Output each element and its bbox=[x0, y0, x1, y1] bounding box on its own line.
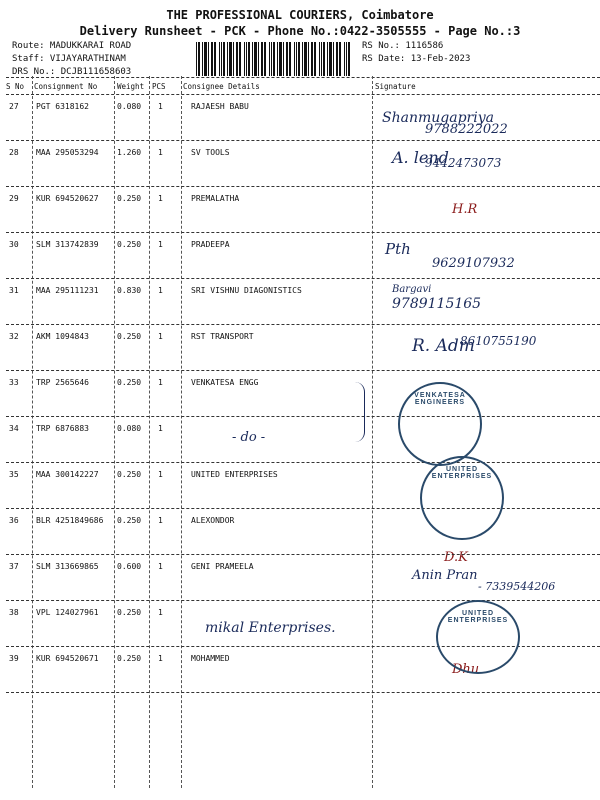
row-consignment: AKM 1094843 bbox=[36, 332, 89, 341]
row-consignee: mikal Enterprises. bbox=[205, 620, 336, 636]
company-stamp bbox=[436, 600, 520, 674]
row-weight: 0.250 bbox=[117, 194, 142, 203]
barcode-bar bbox=[269, 42, 270, 76]
brace-mark bbox=[352, 382, 365, 442]
barcode-bar bbox=[344, 42, 345, 76]
col-consignment: Consignment No bbox=[34, 82, 98, 91]
col-divider bbox=[181, 76, 182, 788]
row-weight: 0.250 bbox=[117, 378, 142, 387]
row-separator bbox=[6, 692, 600, 693]
row-signature-phone: 8610755190 bbox=[460, 334, 537, 348]
row-signature: - do - bbox=[232, 430, 266, 445]
row-consignment: MAA 295111231 bbox=[36, 286, 99, 295]
row-signature: Bargavi bbox=[392, 284, 432, 295]
row-sno: 28 bbox=[9, 148, 19, 157]
row-consignment: SLM 313669865 bbox=[36, 562, 99, 571]
row-signature-phone: 9788222022 bbox=[425, 122, 508, 137]
row-separator bbox=[6, 140, 600, 141]
barcode-bar bbox=[308, 42, 309, 76]
barcode-bar bbox=[348, 42, 350, 76]
row-weight: 1.260 bbox=[117, 148, 142, 157]
barcode-bar bbox=[233, 42, 234, 76]
row-pcs: 1 bbox=[158, 332, 163, 341]
barcode bbox=[196, 42, 354, 76]
row-pcs: 1 bbox=[158, 562, 163, 571]
row-weight: 0.250 bbox=[117, 240, 142, 249]
row-signature: Pth bbox=[385, 240, 411, 258]
company-stamp bbox=[398, 382, 482, 466]
row-sno: 31 bbox=[9, 286, 19, 295]
row-pcs: 1 bbox=[158, 608, 163, 617]
barcode-bar bbox=[314, 42, 316, 76]
col-consignee: Consignee Details bbox=[183, 82, 260, 91]
row-pcs: 1 bbox=[158, 516, 163, 525]
barcode-bar bbox=[254, 42, 257, 76]
row-consignee: MOHAMMED bbox=[191, 654, 230, 663]
barcode-bar bbox=[286, 42, 288, 76]
barcode-bar bbox=[283, 42, 284, 76]
row-consignment: PGT 6318162 bbox=[36, 102, 89, 111]
row-sno: 39 bbox=[9, 654, 19, 663]
barcode-bar bbox=[336, 42, 338, 76]
row-consignee: VENKATESA ENGG bbox=[191, 378, 259, 387]
barcode-bar bbox=[319, 42, 320, 76]
row-consignment: KUR 694520671 bbox=[36, 654, 99, 663]
barcode-bar bbox=[208, 42, 209, 76]
row-weight: 0.250 bbox=[117, 332, 142, 341]
row-signature-phone: 9442473073 bbox=[425, 156, 502, 170]
row-pcs: 1 bbox=[158, 194, 163, 203]
row-weight: 0.250 bbox=[117, 654, 142, 663]
company-stamp bbox=[420, 456, 504, 540]
row-consignee: PRADEEPA bbox=[191, 240, 230, 249]
barcode-bar bbox=[246, 42, 247, 76]
row-pcs: 1 bbox=[158, 654, 163, 663]
row-separator bbox=[6, 186, 600, 187]
barcode-bar bbox=[271, 42, 272, 76]
stamp-text: VENKATESA ENGINEERS bbox=[414, 392, 466, 406]
row-sno: 36 bbox=[9, 516, 19, 525]
row-weight: 0.080 bbox=[117, 424, 142, 433]
row-sno: 30 bbox=[9, 240, 19, 249]
row-separator bbox=[6, 554, 600, 555]
row-pcs: 1 bbox=[158, 148, 163, 157]
barcode-bar bbox=[202, 42, 203, 76]
row-signature: A. lend bbox=[392, 148, 449, 167]
row-separator bbox=[6, 416, 600, 417]
row-sno: 35 bbox=[9, 470, 19, 479]
barcode-bar bbox=[327, 42, 328, 76]
barcode-bar bbox=[219, 42, 220, 76]
barcode-bar bbox=[196, 42, 197, 76]
row-signature-phone: 9629107932 bbox=[432, 256, 515, 271]
row-consignee: GENI PRAMEELA bbox=[191, 562, 254, 571]
row-consignment: BLR 4251849686 bbox=[36, 516, 104, 525]
barcode-bar bbox=[223, 42, 225, 76]
barcode-bar bbox=[273, 42, 275, 76]
row-signature: H.R bbox=[452, 202, 478, 217]
header-bottom-rule bbox=[6, 94, 600, 95]
row-pcs: 1 bbox=[158, 240, 163, 249]
row-separator bbox=[6, 370, 600, 371]
col-pcs: PCS bbox=[152, 82, 166, 91]
row-separator bbox=[6, 600, 600, 601]
row-weight: 0.080 bbox=[117, 102, 142, 111]
row-signature: Dhu bbox=[452, 662, 480, 677]
barcode-bar bbox=[264, 42, 266, 76]
barcode-bar bbox=[261, 42, 263, 76]
barcode-bar bbox=[294, 42, 295, 76]
barcode-bar bbox=[204, 42, 207, 76]
row-signature-phone: 9789115165 bbox=[392, 296, 482, 312]
row-separator bbox=[6, 232, 600, 233]
barcode-bar bbox=[229, 42, 232, 76]
barcode-bar bbox=[277, 42, 278, 76]
route-info: Route: MADUKKARAI ROAD bbox=[12, 41, 132, 51]
row-consignment: MAA 300142227 bbox=[36, 470, 99, 479]
row-pcs: 1 bbox=[158, 286, 163, 295]
barcode-bar bbox=[311, 42, 313, 76]
barcode-bar bbox=[289, 42, 291, 76]
row-consignment: SLM 313742839 bbox=[36, 240, 99, 249]
col-weight: Weight bbox=[117, 82, 145, 91]
barcode-bar bbox=[244, 42, 245, 76]
row-sno: 32 bbox=[9, 332, 19, 341]
barcode-bar bbox=[298, 42, 300, 76]
col-divider bbox=[114, 76, 115, 788]
barcode-bar bbox=[323, 42, 325, 76]
row-weight: 0.250 bbox=[117, 516, 142, 525]
row-sno: 38 bbox=[9, 608, 19, 617]
barcode-bar bbox=[214, 42, 216, 76]
row-weight: 0.250 bbox=[117, 608, 142, 617]
row-consignment: VPL 124027961 bbox=[36, 608, 99, 617]
barcode-bar bbox=[321, 42, 322, 76]
row-consignment: TRP 2565646 bbox=[36, 378, 89, 387]
barcode-bar bbox=[304, 42, 307, 76]
barcode-bar bbox=[329, 42, 332, 76]
row-consignee: ALEXONDOR bbox=[191, 516, 235, 525]
barcode-bar bbox=[258, 42, 259, 76]
drs-number: DRS No.: DCJB111658603 bbox=[12, 67, 132, 77]
row-signature: Shanmugapriya bbox=[382, 110, 494, 126]
header-top-rule bbox=[6, 77, 600, 78]
row-consignee: SRI VISHNU DIAGONISTICS bbox=[191, 286, 302, 295]
row-separator bbox=[6, 508, 600, 509]
barcode-bar bbox=[346, 42, 347, 76]
row-signature: D.K bbox=[444, 550, 468, 565]
barcode-bar bbox=[339, 42, 341, 76]
row-consignee: RST TRANSPORT bbox=[191, 332, 254, 341]
row-sno: 37 bbox=[9, 562, 19, 571]
row-consignee: PREMALATHA bbox=[191, 194, 240, 203]
row-separator bbox=[6, 462, 600, 463]
barcode-bar bbox=[236, 42, 238, 76]
col-divider bbox=[32, 76, 33, 788]
rs-date: RS Date: 13-Feb-2023 bbox=[362, 54, 471, 64]
row-consignment: MAA 295053294 bbox=[36, 148, 99, 157]
barcode-bar bbox=[279, 42, 282, 76]
staff-info: Staff: VIJAYARATHINAM bbox=[12, 54, 126, 64]
row-consignee: SV TOOLS bbox=[191, 148, 230, 157]
row-sno: 27 bbox=[9, 102, 19, 111]
barcode-bar bbox=[296, 42, 297, 76]
stamp-text: UNITED ENTERPRISES bbox=[447, 610, 509, 624]
row-consignee: UNITED ENTERPRISES bbox=[191, 470, 278, 479]
barcode-bar bbox=[333, 42, 334, 76]
row-separator bbox=[6, 278, 600, 279]
row-pcs: 1 bbox=[158, 470, 163, 479]
col-sno: S No bbox=[6, 82, 25, 91]
barcode-bar bbox=[302, 42, 303, 76]
row-pcs: 1 bbox=[158, 378, 163, 387]
row-weight: 0.830 bbox=[117, 286, 142, 295]
stamp-text: UNITED ENTERPRISES bbox=[431, 466, 493, 480]
company-title: THE PROFESSIONAL COURIERS, Coimbatore bbox=[166, 8, 434, 22]
barcode-bar bbox=[239, 42, 241, 76]
rs-number: RS No.: 1116586 bbox=[362, 41, 444, 51]
row-signature: R. Adm bbox=[412, 336, 475, 356]
barcode-bar bbox=[221, 42, 222, 76]
barcode-bar bbox=[227, 42, 228, 76]
row-pcs: 1 bbox=[158, 102, 163, 111]
row-signature-phone: - 7339544206 bbox=[478, 580, 556, 593]
row-signature: Anin Pran bbox=[412, 568, 478, 583]
barcode-bar bbox=[248, 42, 250, 76]
row-consignee: RAJAESH BABU bbox=[191, 102, 249, 111]
barcode-bar bbox=[198, 42, 200, 76]
barcode-bar bbox=[252, 42, 253, 76]
row-sno: 29 bbox=[9, 194, 19, 203]
row-sno: 34 bbox=[9, 424, 19, 433]
col-signature: Signature bbox=[375, 82, 416, 91]
col-divider bbox=[372, 76, 373, 788]
runsheet-title: Delivery Runsheet - PCK - Phone No.:0422-3505555 - Page No.:3 bbox=[79, 24, 521, 38]
row-separator bbox=[6, 324, 600, 325]
col-divider bbox=[149, 76, 150, 788]
row-consignment: KUR 694520627 bbox=[36, 194, 99, 203]
row-sno: 33 bbox=[9, 378, 19, 387]
row-consignment: TRP 6876883 bbox=[36, 424, 89, 433]
row-pcs: 1 bbox=[158, 424, 163, 433]
row-weight: 0.250 bbox=[117, 470, 142, 479]
row-weight: 0.600 bbox=[117, 562, 142, 571]
barcode-bar bbox=[211, 42, 213, 76]
